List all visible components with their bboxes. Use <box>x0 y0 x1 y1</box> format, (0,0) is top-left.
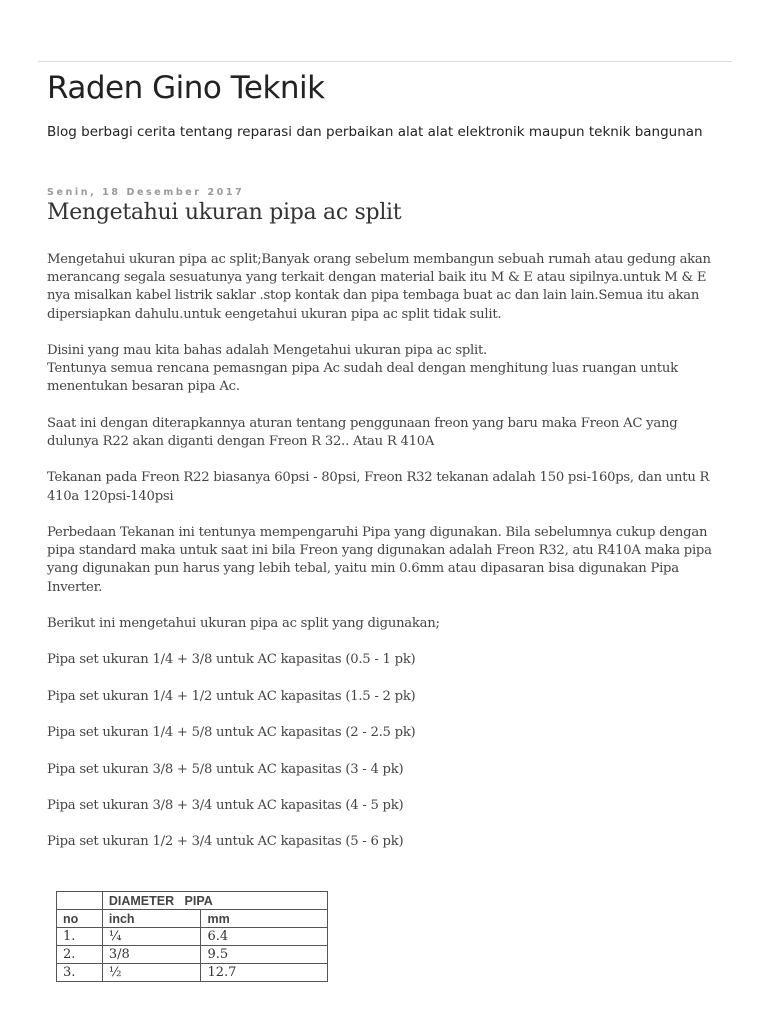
post-date: Senin, 18 Desember 2017 <box>47 187 245 198</box>
pipe-size-item: Pipa set ukuran 1/2 + 3/4 untuk AC kapasitas (5 - 6 pk) <box>47 834 404 850</box>
post-body <box>47 251 715 870</box>
pipe-size-item: Pipa set ukuran 1/4 + 1/2 untuk AC kapasitas (1.5 - 2 pk) <box>47 688 416 704</box>
table-row <box>57 964 328 982</box>
table-cell-inch: ½ <box>102 964 201 982</box>
table-cell-mm: 12.7 <box>201 964 328 982</box>
table-cell-mm: 6.4 <box>201 928 328 946</box>
column-header-no: no <box>57 910 103 928</box>
pipe-diameter-table <box>56 891 328 982</box>
pipe-size-item: Pipa set ukuran 3/8 + 5/8 untuk AC kapasitas (3 - 4 pk) <box>47 761 404 777</box>
table-group-header: DIAMETER PIPA <box>102 892 327 910</box>
table-cell-no: 3. <box>57 964 103 982</box>
table-cell-inch: ¼ <box>102 928 201 946</box>
table-group-header-row <box>57 892 328 910</box>
pipe-size-item: Pipa set ukuran 1/4 + 3/8 untuk AC kapasitas (0.5 - 1 pk) <box>47 652 416 668</box>
post-paragraph-intro: Mengetahui ukuran pipa ac split;Banyak orang sebelum membangun sebuah rumah atau gedung akan merancang segala sesuatunya yang terkait dengan material baik itu M & E atau sipilnya.untuk M & E nya misalkan kabel listrik saklar .stop kontak dan pipa tembaga buat ac dan lain lain.Semua itu akan dipersiapkan dahulu.untuk eengetahui ukuran pipa ac split tidak sulit. <box>47 252 711 322</box>
post-paragraph-pipe-difference: Perbedaan Tekanan ini tentunya mempengaruhi Pipa yang digunakan. Bila sebelumnya cukup dengan pipa standard maka untuk saat ini bila Freon yang digunakan adalah Freon R32, atu R410A maka pipa yang digunakan pun harus yang lebih tebal, yaitu min 0.6mm atau dipasaran bisa digunakan Pipa Inverter. <box>47 524 712 595</box>
table-cell-inch: 3/8 <box>102 946 201 964</box>
pipe-size-item: Pipa set ukuran 3/8 + 3/4 untuk AC kapasitas (4 - 5 pk) <box>47 797 404 813</box>
table-cell-no: 2. <box>57 946 103 964</box>
post-paragraph-list-intro: Berikut ini mengetahui ukuran pipa ac split yang digunakan; <box>47 615 440 631</box>
table-cell-mm: 9.5 <box>201 946 328 964</box>
table-header-row <box>57 910 328 928</box>
post-paragraph-pressure: Tekanan pada Freon R22 biasanya 60psi - 80psi, Freon R32 tekanan adalah 150 psi-160ps, dan untu R 410a 120psi-140psi <box>47 470 710 504</box>
post-paragraph-topic: Disini yang mau kita bahas adalah Mengetahui ukuran pipa ac split. Tentunya semua rencana pemasngan pipa Ac sudah deal dengan menghitung luas ruangan untuk menentukan besaran pipa Ac. <box>47 343 678 395</box>
table-header-blank <box>57 892 103 910</box>
table-row <box>57 946 328 964</box>
column-header-inch: inch <box>102 910 201 928</box>
blog-description: Blog berbagi cerita tentang reparasi dan perbaikan alat alat elektronik maupun teknik bangunan <box>47 124 703 140</box>
table-cell-no: 1. <box>57 928 103 946</box>
post-title[interactable]: Mengetahui ukuran pipa ac split <box>47 200 402 225</box>
pipe-size-item: Pipa set ukuran 1/4 + 5/8 untuk AC kapasitas (2 - 2.5 pk) <box>47 725 416 741</box>
post-paragraph-freon-rule: Saat ini dengan diterapkannya aturan tentang penggunaan freon yang baru maka Freon AC yang dulunya R22 akan diganti dengan Freon R 32.. Atau R 410A <box>47 415 678 449</box>
header-divider <box>38 61 732 62</box>
table-row <box>57 928 328 946</box>
column-header-mm: mm <box>201 910 328 928</box>
blog-title[interactable]: Raden Gino Teknik <box>47 70 325 106</box>
